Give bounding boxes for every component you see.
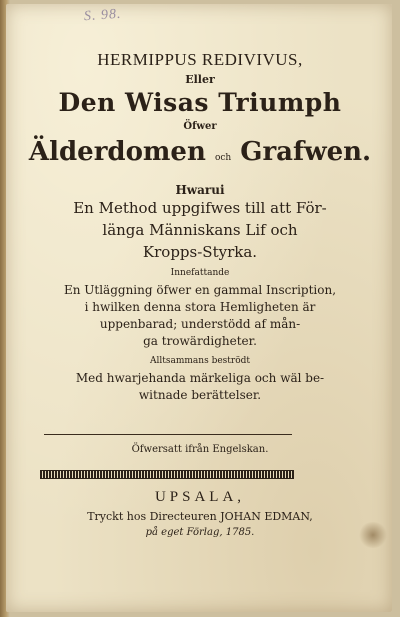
contents-line-1: En Utläggning öfwer en gammal Inscription,	[63, 283, 337, 297]
divider-rule	[44, 434, 292, 435]
title-word-grafwen: Grafwen.	[240, 137, 372, 167]
title-word-alderdomen: Älderdomen	[28, 137, 206, 167]
contents-line-3: uppenbarad; understödd af mån-	[99, 317, 301, 331]
title-line-2: Eller	[185, 73, 215, 86]
subtitle-line-1: En Method uppgifwes till att För-	[73, 199, 327, 217]
extra-line-1: Med hwarjehanda märkeliga och wäl be-	[75, 371, 325, 385]
title-line-4: Öfwer	[183, 121, 217, 132]
ornamental-border	[40, 470, 294, 479]
title-line-3: Den Wisas Triumph	[58, 88, 342, 117]
contents-heading: Innefattande	[170, 268, 230, 278]
contents-line-2: i hwilken denna stora Hemligheten är	[84, 300, 316, 314]
title-line-5	[0, 137, 400, 167]
imprint-city: UPSALA,	[154, 489, 246, 505]
subtitle-line-3: Kropps-Styrka.	[142, 243, 258, 261]
translation-note: Öfwersatt ifrån Engelskan.	[131, 444, 269, 455]
subtitle-line-2: länga Människans Lif och	[102, 221, 298, 239]
imprint-line-1: Tryckt hos Directeuren JOHAN EDMAN,	[87, 510, 313, 523]
contents-line-4: ga trowärdigheter.	[143, 334, 257, 348]
imprint-line-2: på eget Förlag, 1785.	[145, 527, 255, 538]
extra-line-2: witnade berättelser.	[138, 388, 262, 402]
title-word-och: och	[214, 153, 232, 163]
extra-heading: Alltsammans beströdt	[150, 356, 250, 366]
title-line-1: HERMIPPUS REDIVIVUS,	[97, 50, 303, 69]
pencil-annotation: S. 98.	[83, 6, 122, 25]
subtitle-hwarui: Hwarui	[175, 183, 225, 197]
